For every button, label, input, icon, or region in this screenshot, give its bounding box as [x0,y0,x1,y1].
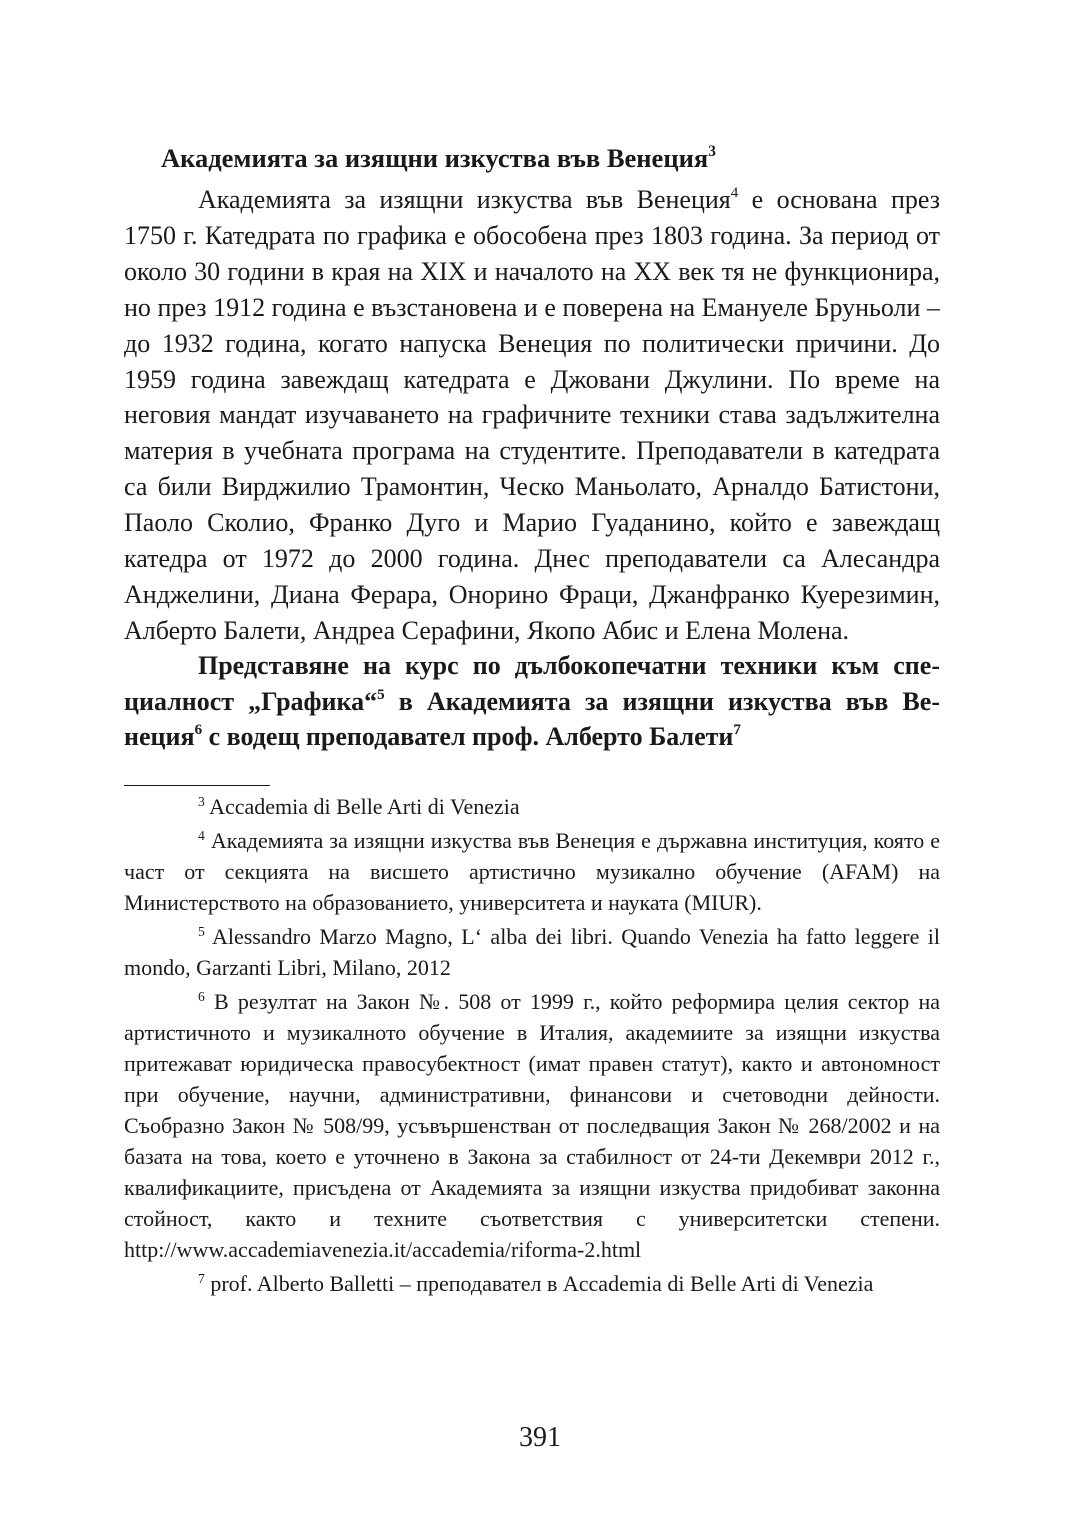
subsection-heading-part2: в Академията за изящни изкуства във Венеция [124,686,940,751]
footnote-text: В резултат на Закон №. 508 от 1999 г., който реформира целия сектор на артистичното и музикалното обучение в Италия, академиите за изящни изкуства притежават юридическа правосубектност (имат правен статут), както и автономност при обучение, научни, административни, финансови и счетоводни дейности. Съобразно Закон № 508/99, усъвършенстван от последващия Закон № 268/2002 и на базата на това, което е уточнено в Закона за стабилност от 24-ти Декември 2012 г., квалификациите, присъдена от Академията за изящни изкуства придобиват законна стойност, както и техните съответствия с университетски степени. http://www.accademiavenezia.it/accademia/riforma-2.html [124,989,940,1262]
footnote-7 [124,1268,940,1299]
section-heading [161,140,941,176]
footnote-text: prof. Alberto Balletti – преподавател в Accademia di Belle Arti di Venezia [204,1271,874,1296]
footnote-number: 4 [198,827,205,843]
footnote-ref-6[interactable]: 6 [194,722,203,739]
subsection-heading-part1: Представяне на курс по дълбокопечатни техники към специалност „Графика“ [124,651,940,716]
footnote-number: 7 [198,1270,205,1286]
body-paragraph-start: Академията за изящни изкуства във Венеция [198,185,731,214]
footnote-separator [124,785,270,786]
footnote-text: Accademia di Belle Arti di Venezia [204,794,520,819]
footnote-3 [124,791,940,822]
footnote-text: Alessandro Marzo Magno, L‘ alba dei libri. Quando Venezia ha fatto leggere il mondo, Garzanti Libri, Milano, 2012 [124,924,940,980]
footnote-4 [124,825,940,918]
subsection-heading [124,648,940,755]
page-number: 391 [519,1422,561,1453]
section-heading-text: Академията за изящни изкуства във Венеция [161,143,709,173]
footnote-6 [124,986,940,1265]
footnote-text: Академията за изящни изкуства във Венеция е държавна институция, която е част от секцията на висшето артистично музикално обучение (AFAM) на Министерството на образованието, университета и науката (MIUR). [124,828,940,915]
footnotes [124,791,940,1302]
body-paragraph [124,182,940,649]
body-paragraph-rest: е основана през 1750 г. Катедрата по графика е обособена през 1803 година. За период от около 30 години в края на XIX и началото на XX век тя не функционира, но през 1912 година е възстановена и е поверена на Емануеле Бруньоли – до 1932 година, когато напуска Венеция по политически причини. До 1959 година завеждащ катедрата е Джовани Джулини. По време на неговия мандат изучаването на графичните техники става задължителна материя в учебната програма на студентите. Преподаватели в катедрата са били Вирджилио Трамонтин, Ческо Маньолато, Арналдо Батистони, Паоло Сколио, Франко Дуго и Марио Гуаданино, който е завеждащ катедра от 1972 до 2000 година. Днес преподаватели са Алесандра Анджелини, Диана Ферара, Онорино Фраци, Джанфранко Куерезимин, Алберто Балети, Андреа Серафини, Якопо Абис и Елена Молена. [124,185,940,645]
footnote-ref-7[interactable]: 7 [733,722,741,739]
footnote-5 [124,921,940,983]
footnote-number: 6 [198,988,205,1004]
footnote-ref-3[interactable]: 3 [708,143,716,161]
subsection-heading-part3: с водещ преподавател проф. Алберто Балети [202,722,734,751]
footnote-ref-5[interactable]: 5 [377,686,385,703]
footnote-ref-4[interactable]: 4 [730,185,739,202]
footnote-number: 5 [198,923,205,939]
footnote-number: 3 [198,793,205,809]
